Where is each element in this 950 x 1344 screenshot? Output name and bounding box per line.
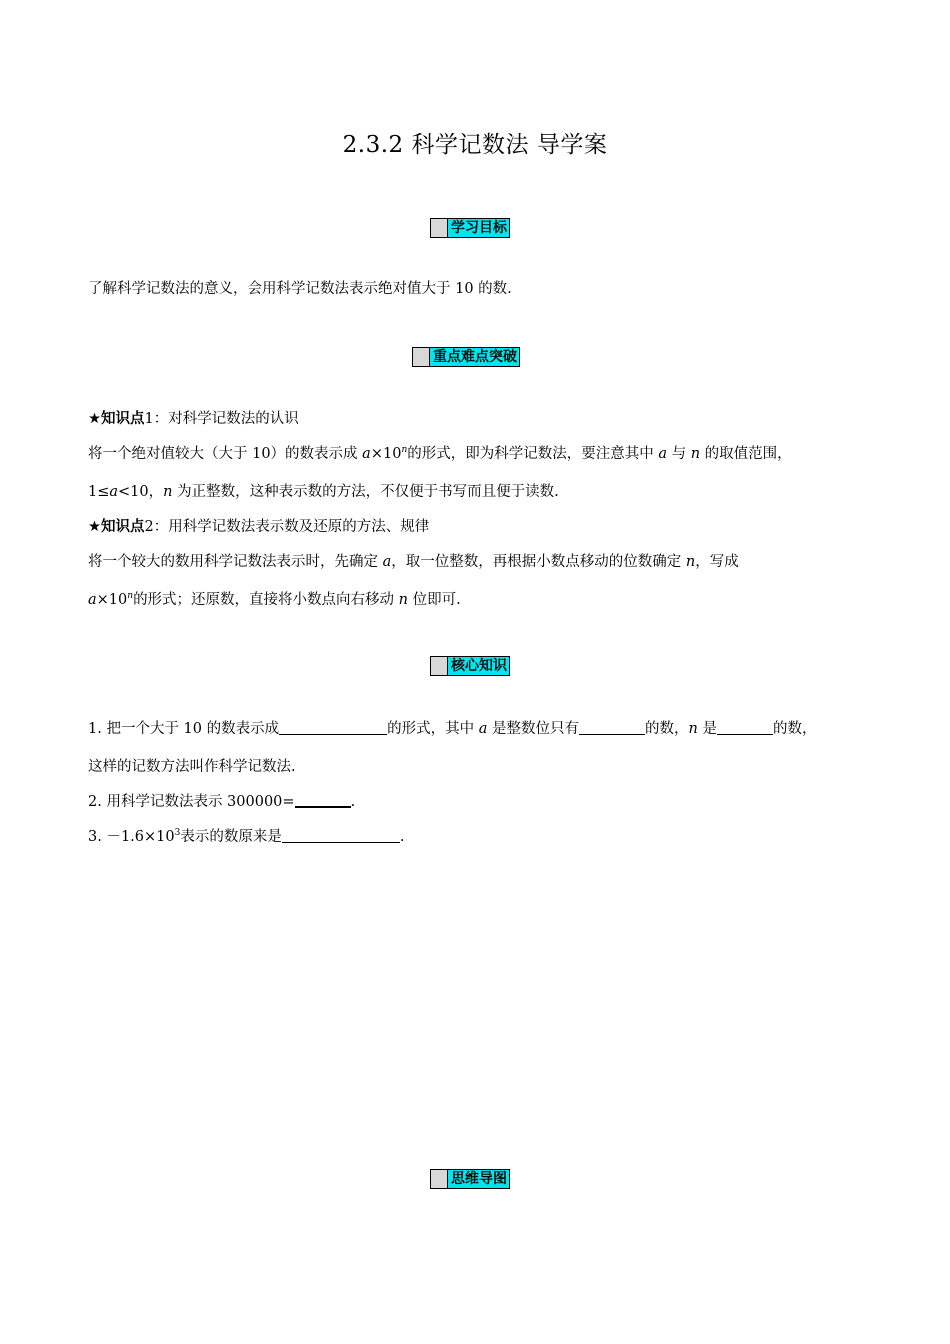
text: 的形式；还原数，直接将小数点向右移动 — [133, 592, 399, 608]
kp1-line1 — [88, 442, 792, 463]
text: 与 — [667, 446, 691, 462]
header-marker — [431, 1170, 448, 1188]
text: 的数， — [645, 721, 689, 737]
var-a: a — [478, 721, 488, 737]
section-label: 核心知识 — [448, 657, 509, 675]
text: 的形式，即为科学记数法，要注意其中 — [407, 446, 659, 462]
text: 1≤ — [88, 484, 110, 500]
text: 的数， — [772, 721, 817, 737]
text: <10， — [118, 484, 164, 500]
text: 位即可. — [408, 592, 461, 608]
header-marker — [413, 348, 430, 366]
var-a: a — [109, 484, 119, 500]
page-title: 2.3.2 科学记数法 导学案 — [342, 132, 608, 158]
var-a: a — [88, 592, 97, 608]
answer-blank[interactable] — [295, 792, 351, 808]
kp1-line2 — [88, 480, 559, 501]
text: . — [350, 794, 356, 810]
section-header-mindmap — [430, 1169, 510, 1189]
kp1-title: 1：对科学记数法的认识 — [144, 411, 299, 427]
text: 表示的数原来是 — [180, 829, 282, 845]
header-marker — [431, 657, 448, 675]
text: 将一个较大的数用科学记数法表示时，先确定 — [88, 554, 383, 570]
text: 的形式，其中 — [387, 721, 479, 737]
text: 将一个绝对值较大（大于 10）的数表示成 — [88, 446, 363, 462]
core-q2 — [88, 790, 355, 811]
text: 1. 把一个大于 10 的数表示成 — [88, 721, 280, 737]
text: . — [399, 829, 405, 845]
answer-blank[interactable] — [717, 720, 773, 735]
text: ，取一位整数，再根据小数点移动的位数确定 — [391, 554, 686, 570]
text: ，写成 — [695, 554, 739, 570]
core-q3 — [88, 825, 404, 846]
core-q1-line1 — [88, 717, 816, 738]
core-q1-line2: 这样的记数方法叫作科学记数法. — [88, 759, 296, 775]
kp2-line1 — [88, 550, 739, 571]
section-label: 重点难点突破 — [430, 348, 519, 366]
exponent-3: 3 — [174, 828, 181, 838]
section-label: 思维导图 — [448, 1170, 509, 1188]
header-marker — [431, 219, 448, 237]
answer-blank[interactable] — [282, 828, 400, 843]
var-n: n — [690, 446, 701, 462]
text: 是 — [697, 721, 717, 737]
var-n: n — [398, 592, 409, 608]
text: 2. 用科学记数法表示 300000= — [88, 794, 295, 810]
text: ×10 — [370, 446, 402, 462]
var-n: n — [688, 721, 698, 737]
kp2-line2 — [88, 588, 461, 609]
text: ×10 — [96, 592, 128, 608]
var-a: a — [382, 554, 392, 570]
var-a: a — [362, 446, 371, 462]
kp2-heading — [88, 515, 429, 536]
kp-star-label: ★知识点 — [88, 519, 145, 535]
section-header-key — [412, 347, 520, 367]
section-header-goals — [430, 218, 510, 238]
text: 是整数位只有 — [487, 721, 579, 737]
section-label: 学习目标 — [448, 219, 509, 237]
answer-blank[interactable] — [279, 720, 387, 735]
exponent-n: n — [401, 445, 408, 455]
text: 的取值范围， — [700, 446, 792, 462]
text: 3. －1.6×10 — [88, 829, 175, 845]
kp1-heading — [88, 407, 299, 428]
var-n: n — [163, 484, 173, 500]
kp2-title: 2：用科学记数法表示数及还原的方法、规律 — [144, 519, 430, 535]
kp-star-label: ★知识点 — [88, 411, 145, 427]
exponent-n: n — [127, 591, 134, 601]
var-a: a — [658, 446, 667, 462]
goals-text: 了解科学记数法的意义，会用科学记数法表示绝对值大于 10 的数. — [88, 281, 512, 297]
answer-blank[interactable] — [579, 720, 645, 735]
var-n: n — [685, 554, 696, 570]
text: 为正整数，这种表示数的方法，不仅便于书写而且便于读数. — [172, 484, 559, 500]
section-header-core — [430, 656, 510, 676]
